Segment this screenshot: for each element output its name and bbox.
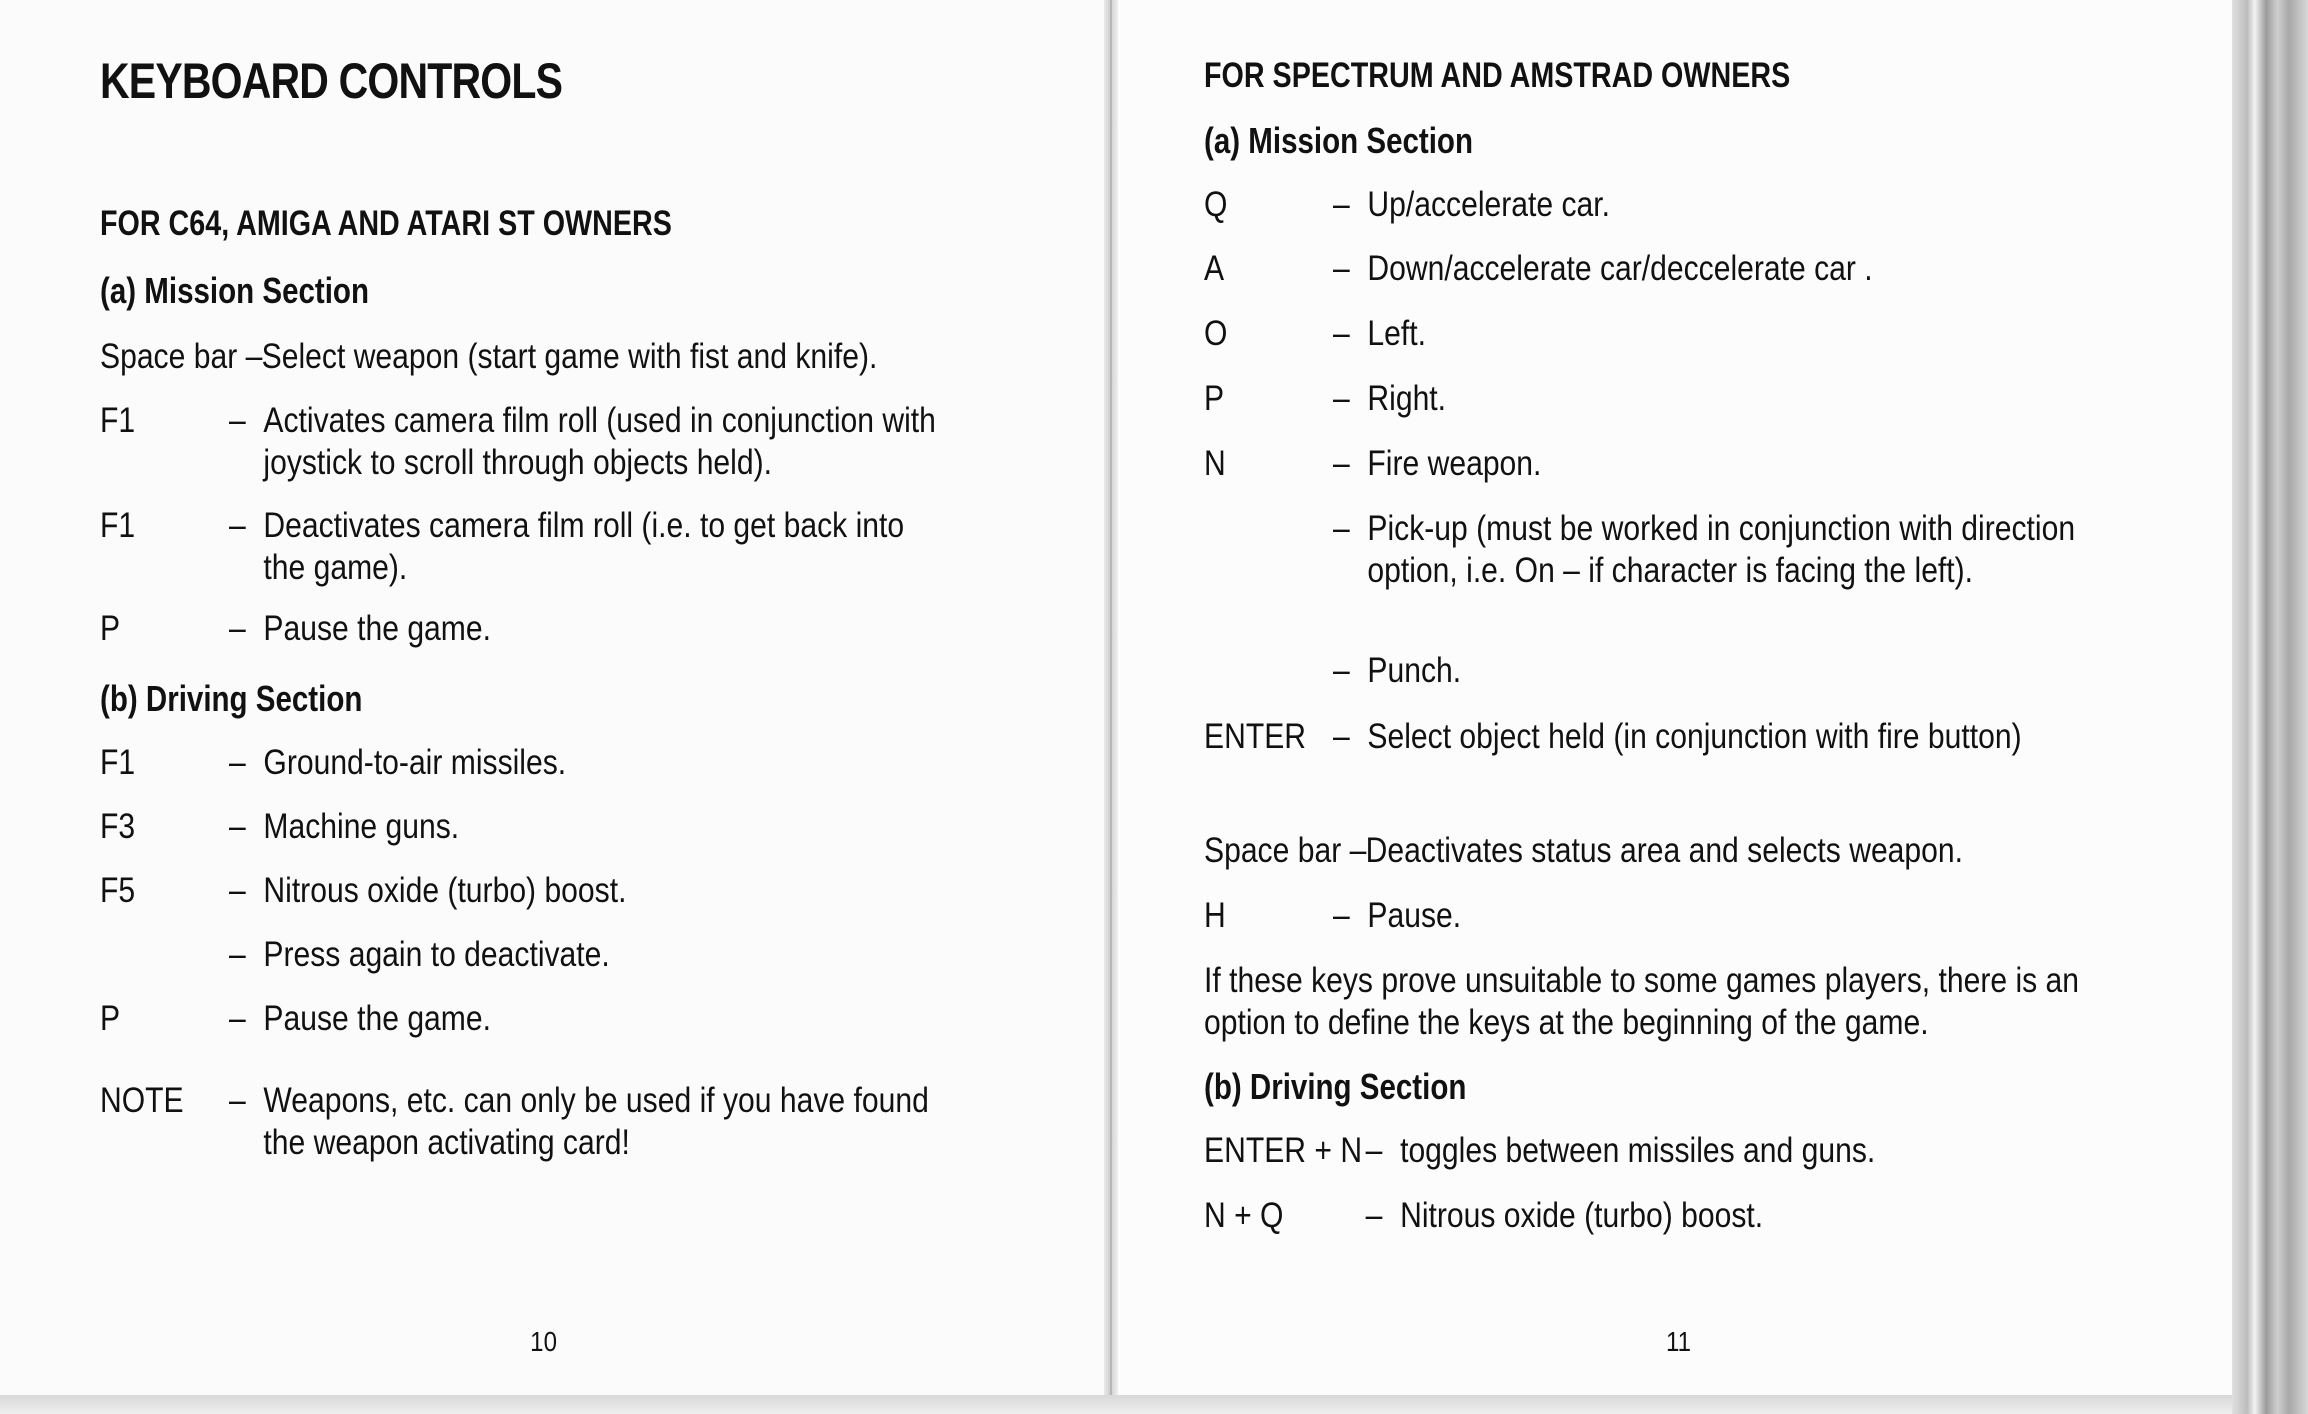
left-driving-title: (b) Driving Section [100,678,363,719]
c64-amiga-atari-heading: FOR C64, AMIGA AND ATARI ST OWNERS [100,204,672,243]
key-description-wrap [1366,1130,2106,1172]
dash: – [1365,1131,1383,1170]
key-label: P [100,999,121,1038]
key-label: P [100,609,121,648]
key-description: Pick-up (must be worked in conjunction with direction option, i.e. On – if character is facing the left). [1367,509,2076,590]
key-description-wrap [1333,313,2090,355]
key-label: H [1204,896,1226,935]
dash: – [1333,314,1350,353]
key-description-wrap [1333,378,2090,420]
key-description: Down/accelerate car/deccelerate car . [1367,249,1873,288]
page-title: KEYBOARD CONTROLS [100,53,563,109]
key-description: Pause the game. [263,999,491,1038]
key-label: F3 [100,807,136,846]
key-label: A [1204,249,1225,288]
key-description: Right. [1367,379,1447,418]
key-description: Up/accelerate car. [1367,185,1611,224]
key-description: Nitrous oxide (turbo) boost. [263,871,627,910]
dash: – [229,401,246,440]
key-label: F1 [100,743,136,782]
key-description: Weapons, etc. can only be used if you have found the weapon activating card! [263,1081,929,1162]
dash: – [229,743,246,782]
key-description-wrap [229,1080,943,1164]
key-description-wrap [229,870,943,912]
key-description-wrap [1333,248,2090,290]
key-description: Select weapon (start game with fist and knife). [261,337,878,376]
dash: – [1333,717,1350,756]
key-description: Fire weapon. [1367,444,1542,483]
left-mission-title: (a) Mission Section [100,270,369,311]
key-description: Activates camera film roll (used in conjunction with joystick to scroll through objects held). [263,401,936,482]
page-number-right: 11 [1666,1326,1692,1357]
key-label: Space bar – [1204,831,1367,870]
book-gutter [1104,0,1118,1395]
right-mission-title: (a) Mission Section [1204,120,1473,161]
key-description-wrap [229,998,943,1040]
key-description-wrap [1333,508,2090,592]
key-label: ENTER + N [1204,1131,1363,1170]
key-description-wrap [229,608,943,650]
dash: – [229,506,246,545]
key-description: toggles between missiles and guns. [1400,1131,1876,1170]
key-description-wrap [1366,1195,2106,1237]
dash: – [229,871,246,910]
key-description: Select object held (in conjunction with fire button) [1367,717,2022,756]
key-label: P [1204,379,1225,418]
dash: – [1333,444,1350,483]
key-label: Space bar – [100,337,263,376]
key-label: ENTER [1204,717,1307,756]
dash: – [229,935,246,974]
key-description-wrap [1333,895,2107,937]
key-description: Ground-to-air missiles. [263,743,567,782]
dash: – [229,999,246,1038]
key-description-wrap [1333,184,2090,226]
key-description-wrap [229,806,943,848]
key-description: Punch. [1367,651,1462,690]
key-label: F1 [100,401,136,440]
key-label: N [1204,444,1226,483]
key-description: Press again to deactivate. [263,935,610,974]
bottom-shadow [0,1395,2232,1414]
key-description: Deactivates camera film roll (i.e. to get back into the game). [263,506,905,587]
spectrum-amstrad-heading: FOR SPECTRUM AND AMSTRAD OWNERS [1204,56,1791,95]
key-description: Left. [1367,314,1426,353]
page-edges [2232,0,2308,1414]
keys-note-paragraph: If these keys prove unsuitable to some games players, there is an option to define the keys at the beginning of the game. [1204,961,2080,1042]
key-label: F5 [100,871,136,910]
dash: – [1333,651,1350,690]
key-description-wrap [1333,443,2090,485]
page-number-left: 10 [530,1326,557,1357]
dash: – [229,609,246,648]
dash: – [1333,896,1350,935]
right-driving-title: (b) Driving Section [1204,1066,1467,1107]
key-label: NOTE [100,1081,184,1120]
dash: – [229,1081,246,1120]
key-description: Nitrous oxide (turbo) boost. [1400,1196,1764,1235]
key-description: Machine guns. [263,807,460,846]
key-description-wrap [1333,650,2090,692]
key-label: N + Q [1204,1196,1284,1235]
key-description-wrap [229,742,943,784]
key-label: O [1204,314,1228,353]
dash: – [1365,1196,1383,1235]
key-description-wrap [229,934,943,976]
key-description: Deactivates status area and selects weapon. [1365,831,1964,870]
dash: – [1333,185,1350,224]
dash: – [229,807,246,846]
key-description: Pause. [1367,896,1462,935]
key-label: F1 [100,506,136,545]
key-description: Pause the game. [263,609,491,648]
key-description-wrap [229,505,943,589]
key-description-wrap [229,400,943,484]
key-label: Q [1204,185,1228,224]
dash: – [1333,379,1350,418]
dash: – [1333,249,1350,288]
key-description-wrap [1333,716,2090,758]
dash: – [1333,509,1350,548]
